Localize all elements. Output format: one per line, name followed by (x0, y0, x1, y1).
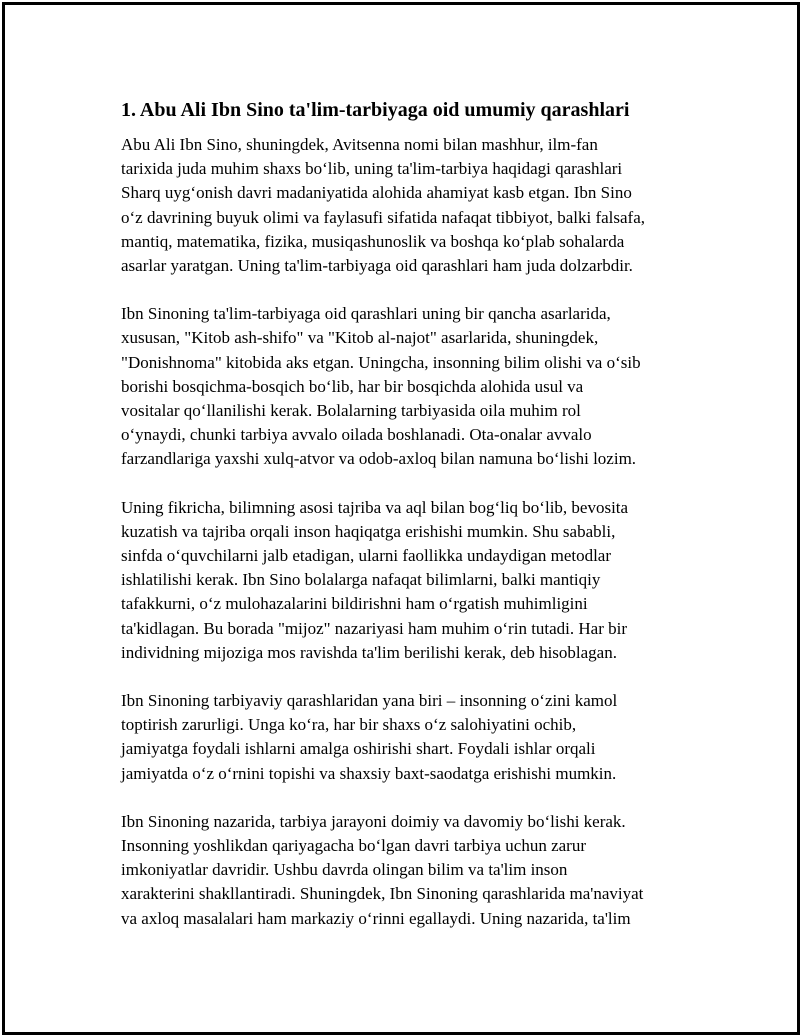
text-line: va axloq masalalari ham markaziy o‘rinni egallaydi. Uning nazarida, ta'lim (121, 908, 631, 928)
paragraph-1 (121, 133, 701, 278)
text-line: o‘z davrining buyuk olimi va faylasufi sifatida nafaqat tibbiyot, balki falsafa, (121, 207, 646, 227)
text-line: sinfda o‘quvchilarni jalb etadigan, ularni faollikka undaydigan metodlar (121, 546, 612, 566)
text-line: Uning fikricha, bilimning asosi tajriba va aql bilan bog‘liq bo‘lib, bevosita (121, 497, 629, 517)
text-line: Sharq uyg‘onish davri madaniyatida alohida ahamiyat kasb etgan. Ibn Sino (121, 183, 632, 203)
paragraph-3 (121, 496, 701, 665)
text-line: kuzatish va tajriba orqali inson haqiqatga erishishi mumkin. Shu sababli, (121, 521, 616, 541)
text-line: ta'kidlagan. Bu borada "mijoz" nazariyasi ham muhim o‘rin tutadi. Har bir (121, 618, 628, 638)
paragraph-4 (121, 689, 701, 786)
text-line: Insonning yoshlikdan qariyagacha bo‘lgan davri tarbiya uchun zarur (121, 836, 586, 856)
text-line: asarlar yaratgan. Uning ta'lim-tarbiyaga oid qarashlari ham juda dolzarbdir. (121, 256, 633, 276)
text-line: Ibn Sinoning tarbiyaviy qarashlaridan yana biri – insonning o‘zini kamol (121, 691, 618, 711)
text-line: Ibn Sinoning ta'lim-tarbiyaga oid qarashlari uning bir qancha asarlarida, (121, 304, 611, 324)
text-line: jamiyatda o‘z o‘rnini topishi va shaxsiy baxt-saodatga erishishi mumkin. (121, 763, 617, 783)
text-line: farzandlariga yaxshi xulq-atvor va odob-axloq bilan namuna bo‘lishi lozim. (121, 449, 637, 469)
text-line: xarakterini shakllantiradi. Shuningdek, Ibn Sinoning qarashlarida ma'naviyat (121, 884, 644, 904)
text-line: Ibn Sinoning nazarida, tarbiya jarayoni doimiy va davomiy bo‘lishi kerak. (121, 811, 626, 831)
text-line: ishlatilishi kerak. Ibn Sino bolalarga nafaqat bilimlarni, balki mantiqiy (121, 570, 601, 590)
text-line: Abu Ali Ibn Sino, shuningdek, Avitsenna nomi bilan mashhur, ilm-fan (121, 135, 598, 154)
text-line: mantiq, matematika, fizika, musiqashunoslik va boshqa ko‘plab sohalarda (121, 231, 625, 251)
text-line: tafakkurni, o‘z mulohazalarini bildirishni ham o‘rgatish muhimligini (121, 594, 588, 614)
text-line: borishi bosqichma-bosqich bo‘lib, har bir bosqichda alohida usul va (121, 376, 584, 396)
section-heading: 1. Abu Ali Ibn Sino ta'lim-tarbiyaga oid umumiy qarashlari (121, 99, 630, 121)
text-line: individning mijoziga mos ravishda ta'lim berilishi kerak, deb hisoblagan. (121, 642, 617, 662)
text-line: "Donishnoma" kitobida aks etgan. Uningcha, insonning bilim olishi va o‘sib (121, 352, 641, 372)
text-line: imkoniyatlar davridir. Ushbu davrda olingan bilim va ta'lim inson (121, 860, 568, 880)
text-line: tarixida juda muhim shaxs bo‘lib, uning ta'lim-tarbiya haqidagi qarashlari (121, 159, 623, 179)
paragraphs-container (121, 133, 701, 931)
page-frame (2, 2, 800, 1035)
text-line: toptirish zarurligi. Unga ko‘ra, har bir shaxs o‘z salohiyatini ochib, (121, 715, 577, 735)
paragraph-5 (121, 810, 701, 931)
text-line: o‘ynaydi, chunki tarbiya avvalo oilada boshlanadi. Ota-onalar avvalo (121, 425, 592, 445)
text-line: vositalar qo‘llanilishi kerak. Bolalarning tarbiyasida oila muhim rol (121, 401, 581, 421)
document-body (121, 97, 701, 955)
paragraph-2 (121, 302, 701, 471)
text-line: jamiyatga foydali ishlarni amalga oshirishi shart. Foydali ishlar orqali (121, 739, 596, 759)
text-line: xususan, "Kitob ash-shifo" va "Kitob al-najot" asarlarida, shuningdek, (121, 328, 599, 348)
